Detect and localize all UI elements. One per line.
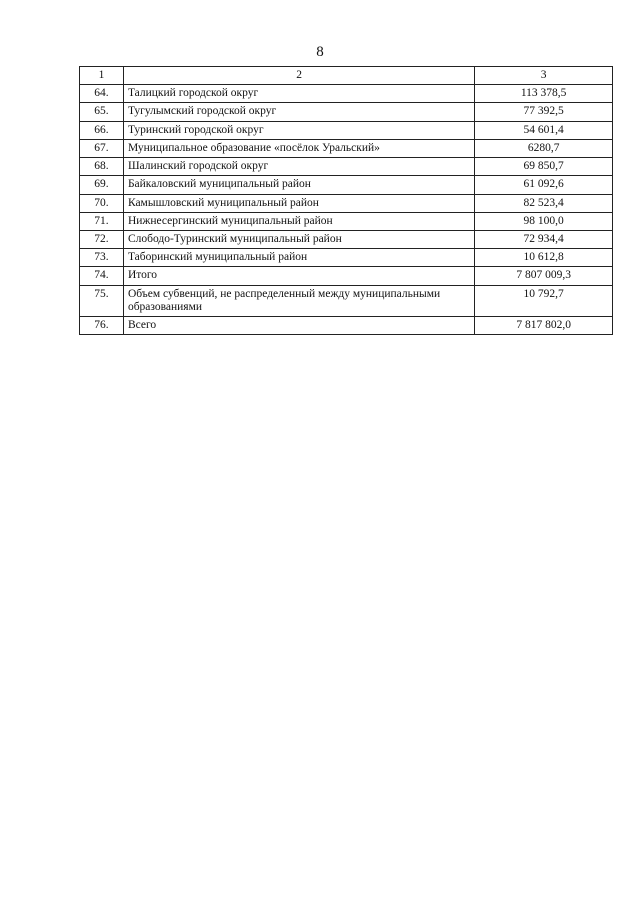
row-value: 61 092,6 (475, 176, 613, 194)
row-value: 7 807 009,3 (475, 267, 613, 285)
row-number: 75. (80, 285, 124, 316)
row-number: 68. (80, 158, 124, 176)
table-row (80, 212, 613, 230)
row-name: Туринский городской округ (123, 121, 474, 139)
row-number: 72. (80, 230, 124, 248)
table-row (80, 139, 613, 157)
row-number: 71. (80, 212, 124, 230)
column-header-value: 3 (475, 67, 613, 85)
row-number: 65. (80, 103, 124, 121)
table-row (80, 103, 613, 121)
row-value: 7 817 802,0 (475, 317, 613, 335)
row-value: 6280,7 (475, 139, 613, 157)
table-row (80, 176, 613, 194)
table-row (80, 285, 613, 316)
row-number: 74. (80, 267, 124, 285)
row-number: 69. (80, 176, 124, 194)
table-row (80, 249, 613, 267)
table-body (80, 85, 613, 335)
row-value: 72 934,4 (475, 230, 613, 248)
row-name: Всего (123, 317, 474, 335)
table-row (80, 267, 613, 285)
row-name: Талицкий городской округ (123, 85, 474, 103)
row-name: Слободо-Туринский муниципальный район (123, 230, 474, 248)
row-value: 54 601,4 (475, 121, 613, 139)
table-row (80, 194, 613, 212)
data-table (79, 66, 613, 335)
row-name: Шалинский городской округ (123, 158, 474, 176)
page-number: 8 (316, 44, 324, 60)
table-row (80, 230, 613, 248)
row-name: Таборинский муниципальный район (123, 249, 474, 267)
table-header-row (80, 67, 613, 85)
table-row (80, 158, 613, 176)
table-row (80, 317, 613, 335)
row-value: 98 100,0 (475, 212, 613, 230)
row-number: 73. (80, 249, 124, 267)
column-header-name: 2 (123, 67, 474, 85)
row-value: 69 850,7 (475, 158, 613, 176)
table-row (80, 85, 613, 103)
column-header-number: 1 (80, 67, 124, 85)
row-value: 10 792,7 (475, 285, 613, 316)
row-name: Муниципальное образование «посёлок Уральский» (123, 139, 474, 157)
row-value: 10 612,8 (475, 249, 613, 267)
row-number: 64. (80, 85, 124, 103)
row-value: 77 392,5 (475, 103, 613, 121)
row-name: Тугулымский городской округ (123, 103, 474, 121)
row-number: 70. (80, 194, 124, 212)
row-value: 82 523,4 (475, 194, 613, 212)
row-number: 76. (80, 317, 124, 335)
row-name: Объем субвенций, не распределенный между муниципальными образованиями (123, 285, 474, 316)
row-number: 67. (80, 139, 124, 157)
row-name: Итого (123, 267, 474, 285)
row-name: Камышловский муниципальный район (123, 194, 474, 212)
row-number: 66. (80, 121, 124, 139)
row-name: Нижнесергинский муниципальный район (123, 212, 474, 230)
row-name: Байкаловский муниципальный район (123, 176, 474, 194)
table-row (80, 121, 613, 139)
row-value: 113 378,5 (475, 85, 613, 103)
